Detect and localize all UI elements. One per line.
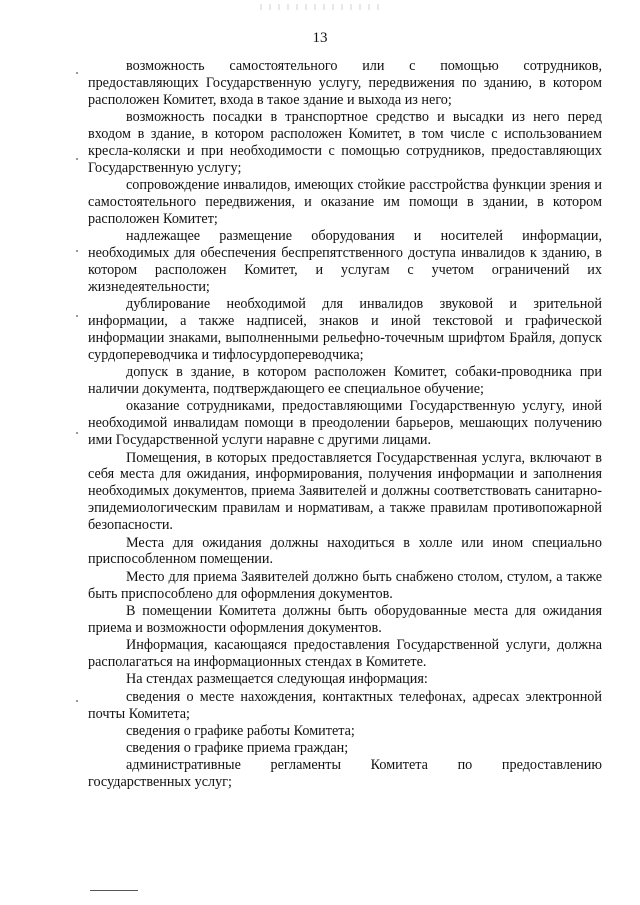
footnote-rule [90,890,138,891]
paragraph: возможность самостоятельного или с помощью сотрудников, предоставляющих Государственную услугу, передвижения по зданию, в котором расположен Комитет, входа в такое здание и выхода из него; [88,58,602,108]
margin-scan-marks [70,60,84,820]
paragraph: возможность посадки в транспортное средство и высадки из него перед входом в здание, в котором расположен Комитет, в том числе с использованием кресла-коляски и при необходимости с помощью сотрудников, предоставляющих Государственную услугу; [88,109,602,176]
paragraph: дублирование необходимой для инвалидов звуковой и зрительной информации, а также надписей, знаков и иной текстовой и графической информации знаками, выполненными рельефно-точечным шрифтом Брайля, допуск сурдопереводчика и тифлосурдопереводчика; [88,296,602,363]
paragraph: надлежащее размещение оборудования и носителей информации, необходимых для обеспечения беспрепятственного доступа инвалидов к зданию, в котором расположен Комитет, и услугам с учетом ограничений их жизнедеятельности; [88,228,602,295]
paragraph: сведения о месте нахождения, контактных телефонах, адресах электронной почты Комитета; [88,688,602,722]
paragraph: допуск в здание, в котором расположен Комитет, собаки-проводника при наличии документа, подтверждающего ее специальное обучение; [88,364,602,398]
paragraph: Места для ожидания должны находиться в холле или ином специально приспособленном помещении. [88,534,602,568]
paragraph: Место для приема Заявителей должно быть снабжено столом, стулом, а также быть приспособлено для оформления документов. [88,568,602,602]
scan-artifact [260,4,380,10]
paragraph: оказание сотрудниками, предоставляющими Государственную услугу, иной необходимой инвалидам помощи в преодолении барьеров, мешающих получению ими Государственной услуги наравне с другими лицами. [88,398,602,449]
paragraph: Помещения, в которых предоставляется Государственная услуга, включают в себя места для ожидания, информирования, получения информации и заполнения необходимых документов, приема Заявителей и должны соответствовать санитарно-эпидемиологическим правилам и нормативам, а также правилам противопожарной безопасности. [88,449,602,534]
paragraph: сопровождение инвалидов, имеющих стойкие расстройства функции зрения и самостоятельного передвижения, и оказание им помощи в здании, в котором расположен Комитет; [88,177,602,227]
document-body [88,58,602,792]
paragraph: Информация, касающаяся предоставления Государственной услуги, должна располагаться на информационных стендах в Комитете. [88,637,602,671]
paragraph: сведения о графике работы Комитета; [126,722,355,739]
page-number: 13 [312,30,328,46]
paragraph: В помещении Комитета должны быть оборудованные места для ожидания приема и возможности оформления документов. [88,602,602,636]
paragraph: На стендах размещается следующая информация: [126,671,428,688]
paragraph: административные регламенты Комитета по предоставлению государственных услуг; [88,757,602,791]
paragraph: сведения о графике приема граждан; [126,740,349,757]
